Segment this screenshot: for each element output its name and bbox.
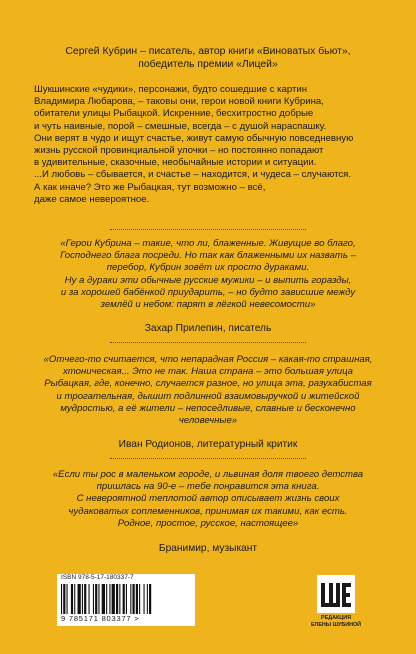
- quote-line: пришлась на 90-е – тебе понравится эта книга.: [96, 481, 320, 493]
- barcode-bar: [95, 584, 97, 614]
- barcode-bar: [119, 584, 120, 614]
- author-intro-line: Сергей Кубрин – писатель, автор книги «Виноватых бьют»,: [65, 46, 351, 57]
- barcode-bar: [67, 584, 68, 614]
- quote-branimir: [0, 469, 416, 554]
- barcode-bar: [112, 584, 115, 614]
- divider: [110, 458, 306, 459]
- quote-line: землёй и небом: парят в лёгкой невесомости»: [100, 299, 316, 311]
- author-intro: [0, 45, 416, 71]
- barcode-bar: [149, 584, 151, 614]
- barcode-bar: [123, 584, 125, 614]
- description-line: А как иначе? Это же Рыбацкая, тут возможно – всё,: [34, 181, 266, 193]
- divider: [110, 229, 306, 230]
- publisher-name-line: ЕЛЕНЫ ШУБИНОЙ: [310, 621, 362, 628]
- quote-line: и трогательная, дышит подлинной взаимовыручкой и житейской: [56, 390, 360, 402]
- barcode-bar: [126, 584, 127, 614]
- description-line: Шукшинские «чудики», персонажи, будто сошедшие с картин: [34, 84, 308, 95]
- description-line: жизнь русской провинциальной улочки – но постоянно попадают: [34, 145, 324, 157]
- barcode-bar: [82, 584, 83, 614]
- quote-line: хтоническая... Это не так. Наша страна – это большая улица: [62, 366, 354, 378]
- barcode-bar: [74, 584, 75, 614]
- description-line: даже самое невероятное.: [34, 193, 150, 205]
- barcode-bar: [93, 584, 94, 614]
- barcode-bar: [116, 584, 118, 614]
- isbn-label: ISBN 978-5-17-180337-7: [61, 574, 134, 581]
- publisher-name-line: РЕДАКЦИЯ: [321, 615, 351, 621]
- barcode-bar: [89, 584, 90, 614]
- quote-line: чудаковатых соплеменников, принимая их такими, как есть.: [68, 505, 348, 517]
- quote-line: Родное, простое, русское, настоящее»: [117, 517, 299, 529]
- quote-line: Господнего блага посреди. Но так как блаженными их назвать –: [60, 250, 356, 262]
- description-line: и чуть наивные, порой – смешные, всегда – с душой нараспашку.: [34, 120, 327, 132]
- barcode-bar: [109, 584, 110, 614]
- ean-number: 9 785171 803377 >: [61, 614, 140, 623]
- quote-line: Ну а дураки эти обычные русские мужики – и выпить горазды,: [64, 274, 352, 286]
- barcode-bar: [102, 584, 105, 614]
- barcode-bar: [78, 584, 81, 614]
- quote-prilepin: [0, 238, 416, 334]
- publisher-name: [300, 615, 372, 628]
- quote-author: Бранимир, музыкант: [158, 543, 258, 555]
- quote-line: «Если ты рос в маленьком городе, и львиная доля твоего детства: [52, 469, 364, 480]
- barcode-bar: [61, 584, 62, 614]
- barcode-bar: [147, 584, 148, 614]
- barcode-bar: [144, 584, 145, 614]
- author-intro-line: победитель премии «Лицей»: [138, 59, 278, 70]
- description-line: обитатели улицы Рыбацкой. Искренние, бесхитростно добрые: [34, 108, 314, 120]
- quote-line: мудростью, а её жители – непоседливые, славные и бесконечно: [60, 402, 356, 414]
- quote-line: «Отчего-то считается, что непарадная Россия – какая-то страшная,: [43, 354, 373, 365]
- barcode-bar: [84, 584, 86, 614]
- quote-line: С невероятной теплотой автор описывает жизнь своих: [76, 493, 340, 505]
- barcode-bar: [63, 584, 65, 614]
- quote-rodionov: [0, 354, 416, 450]
- barcode-bar: [136, 584, 138, 614]
- book-description: [0, 84, 416, 206]
- barcode-bar: [106, 584, 107, 614]
- quote-line: и за хорошей бабёнкой приударить, – но будто зависшие между: [60, 286, 356, 298]
- description-line: Владимира Любарова, – таковы они, герои новой книги Кубрина,: [34, 96, 324, 108]
- quote-line: перебор, Кубрин зовёт их просто дураками.: [106, 262, 310, 274]
- quote-author: Захар Прилепин, писатель: [144, 323, 272, 335]
- description-line: Они верят в чудо и ищут счастье, живут самую обычную повседневную: [34, 132, 354, 144]
- barcode-bar: [98, 584, 99, 614]
- quote-line: человечные»: [178, 415, 238, 427]
- barcode-bar: [71, 584, 73, 614]
- quote-line: Рыбацкая, где, конечно, случается разное, но улица эта, разухабистая: [44, 378, 372, 390]
- description-line: ...И любовь – сбывается, и счастье – находится, и чудеса – случаются.: [34, 169, 352, 181]
- quote-author: Иван Родионов, литературный критик: [118, 439, 298, 451]
- description-line: в удивительные, сказочные, необычайные истории и ситуации.: [34, 157, 317, 169]
- publisher-logo: [317, 575, 355, 613]
- quote-line: «Герои Кубрина – такие, что ли, блаженные. Живущие во благо,: [60, 238, 356, 249]
- divider: [110, 342, 306, 343]
- barcode-bar: [139, 584, 140, 614]
- barcode-bar: [133, 584, 135, 614]
- barcode-bar: [130, 584, 131, 614]
